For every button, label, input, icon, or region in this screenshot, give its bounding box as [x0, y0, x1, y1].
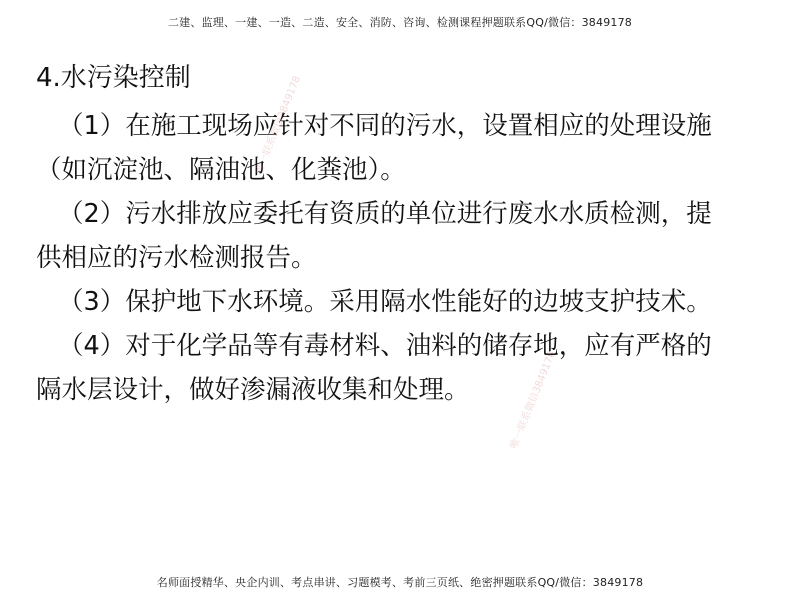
- bottom-contact-banner: 名师面授精华、央企内训、考点串讲、习题模考、考前三页纸、绝密押题联系QQ/微信：3849178: [156, 576, 644, 589]
- paragraph-2: [36, 192, 766, 280]
- watermark-text: 唯一联系微信3849178: [508, 349, 559, 451]
- paragraph-1: [36, 104, 766, 192]
- paragraph-line: （1）在施工现场应针对不同的污水，设置相应的处理设施: [58, 111, 712, 141]
- watermark-text: 唯一联系微信3849178: [253, 74, 304, 176]
- top-contact-banner: 二建、监理、一建、一造、二造、安全、消防、咨询、检测课程押题联系QQ/微信：3849178: [167, 16, 632, 29]
- paragraph-line: 隔水层设计，做好渗漏液收集和处理。: [36, 375, 470, 405]
- paragraph-4: [36, 324, 766, 412]
- section-heading: 4.水污染控制: [36, 63, 191, 93]
- paragraph-3: [36, 280, 766, 324]
- paragraph-line: （3）保护地下水环境。采用隔水性能好的边坡支护技术。: [58, 287, 712, 317]
- paragraph-line: （4）对于化学品等有毒材料、油料的储存地，应有严格的: [58, 331, 712, 361]
- slide-content: [36, 58, 766, 412]
- paragraph-line: （如沉淀池、隔油池、化粪池）。: [36, 155, 406, 185]
- paragraph-line: 供相应的污水检测报告。: [36, 243, 317, 273]
- paragraph-line: （2）污水排放应委托有资质的单位进行废水水质检测，提: [58, 199, 712, 229]
